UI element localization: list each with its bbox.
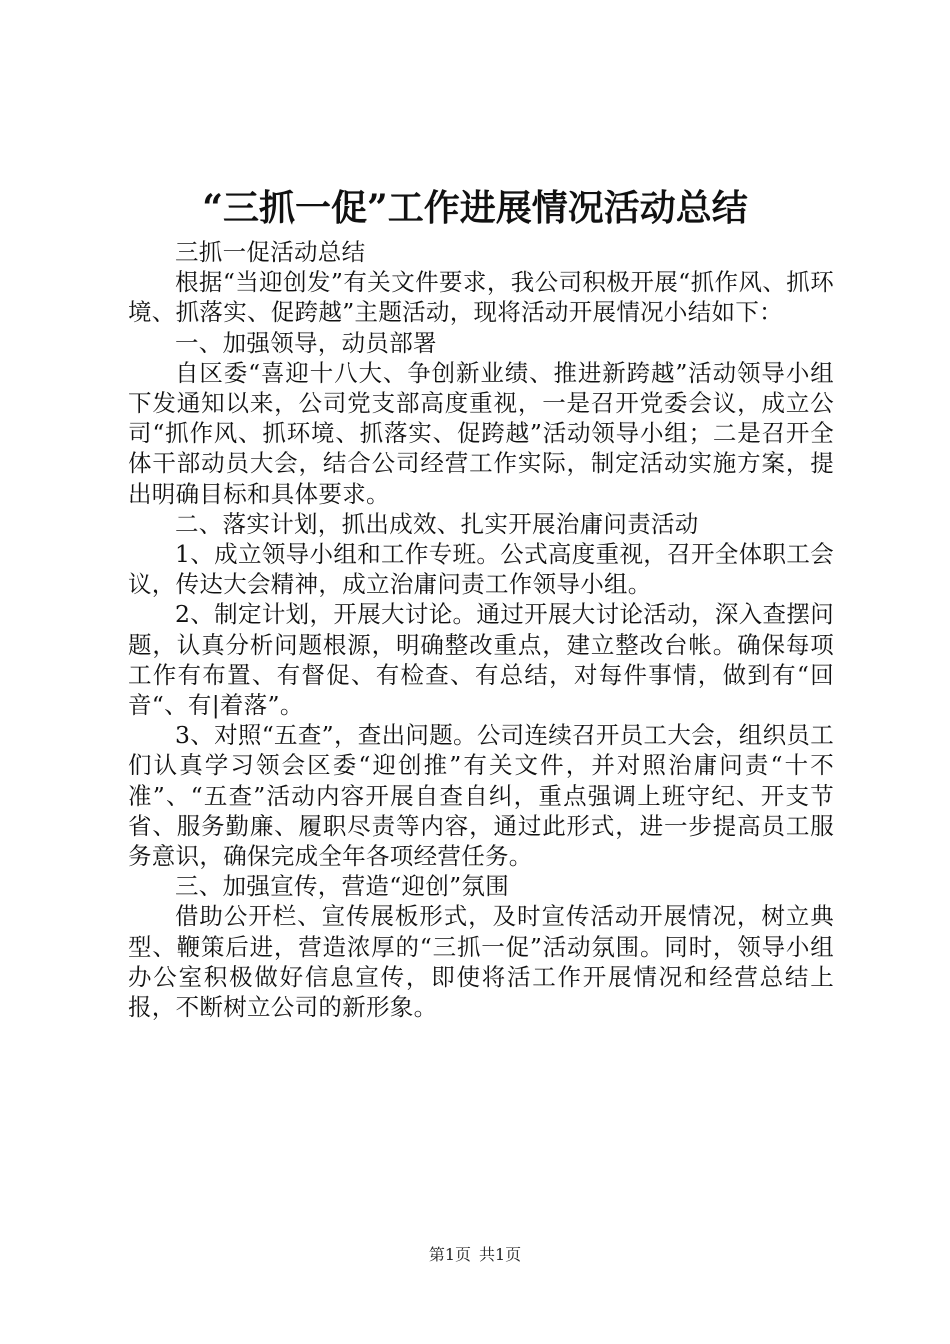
section-2-item-1: 1、成立领导小组和工作专班。公式高度重视，召开全体职工会议，传达大会精神，成立治庸问责工作领导小组。 — [128, 540, 834, 599]
section-1-paragraph: 自区委“喜迎十八大、争创新业绩、推进新跨越”活动领导小组下发通知以来，公司党支部高度重视，一是召开党委会议，成立公司“抓作风、抓环境、抓落实、促跨越”活动领导小组；二是召开全体干部动员大会，结合公司经营工作实际，制定活动实施方案，提出明确目标和具体要求。 — [128, 358, 834, 508]
section-heading-1: 一、加强领导，动员部署 — [175, 328, 437, 357]
subtitle-paragraph: 三抓一促活动总结 — [175, 238, 366, 266]
section-2-item-3: 3、对照“五查”，查出问题。公司连续召开员工大会，组织员工们认真学习领会区委“迎创推”有关文件，并对照治庸问责“十不准”、“五查”活动内容开展自查自纠，重点强调上班守纪、开支节省、服务勤廉、履职尽责等内容，通过此形式，进一步提高员工服务意识，确保完成全年各项经营任务。 — [128, 721, 834, 871]
page-number-total: 共1页 — [479, 1245, 522, 1264]
document-body — [128, 237, 834, 1022]
section-3-paragraph: 借助公开栏、宣传展板形式，及时宣传活动开展情况，树立典型、鞭策后进，营造浓厚的“三抓一促”活动氛围。同时，领导小组办公室积极做好信息宣传，即使将活工作开展情况和经营总结上报，不断树立公司的新形象。 — [128, 902, 834, 1022]
section-2-item-2: 2、制定计划，开展大讨论。通过开展大讨论活动，深入查摆问题，认真分析问题根源，明确整改重点，建立整改台帐。确保每项工作有布置、有督促、有检查、有总结，对每件事情，做到有“回音“、有|着落”。 — [128, 600, 834, 720]
document-title: “三抓一促”工作进展情况活动总结 — [202, 187, 748, 229]
page-footer — [0, 1244, 950, 1266]
intro-paragraph: 根据“当迎创发”有关文件要求，我公司积极开展“抓作风、抓环境、抓落实、促跨越”主题活动，现将活动开展情况小结如下： — [128, 268, 834, 327]
page-number-current: 第1页 — [428, 1245, 471, 1264]
section-heading-3: 三、加强宣传，营造“迎创”氛围 — [175, 872, 510, 901]
section-heading-2: 二、落实计划，抓出成效、扎实开展治庸问责活动 — [175, 509, 699, 538]
